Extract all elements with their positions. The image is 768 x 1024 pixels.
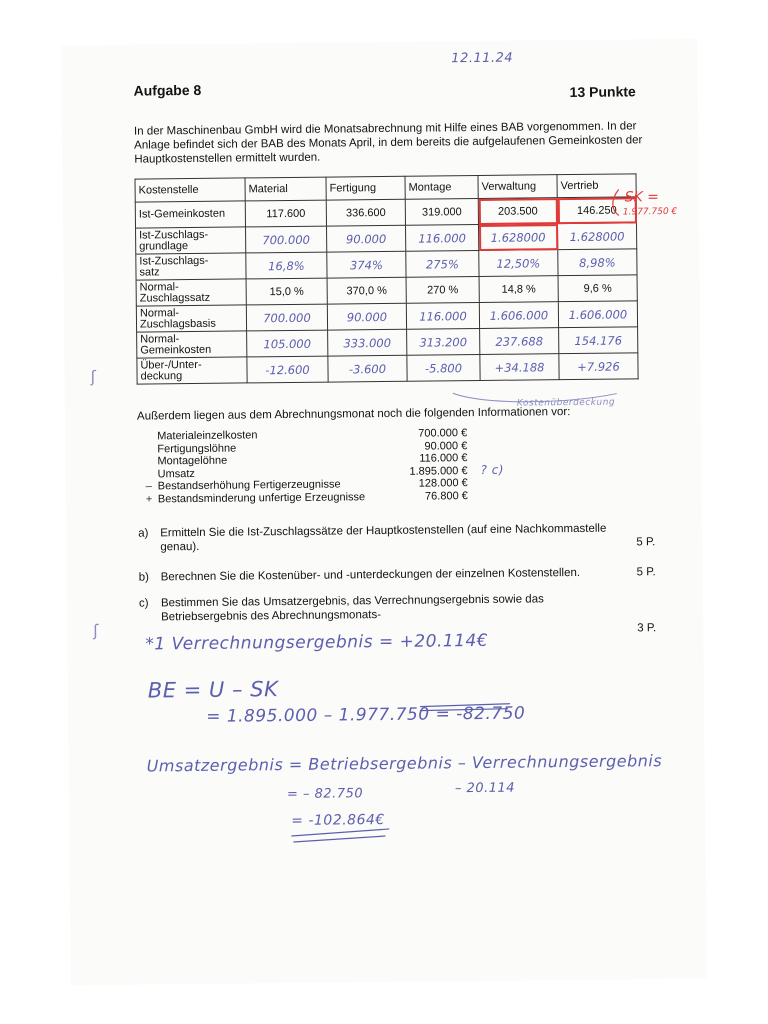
item-label: Materialeinzelkosten bbox=[157, 429, 258, 443]
question-letter: c) bbox=[138, 597, 149, 610]
question-letter: a) bbox=[138, 527, 149, 540]
question-text: Ermitteln Sie die Ist-Zuschlagssätze der Hauptkostenstellen (auf eine Nachkommastelle genau). bbox=[160, 522, 607, 554]
handwritten-cell: 90.000 bbox=[327, 225, 406, 252]
handwritten-line: = -102.864€ bbox=[291, 812, 385, 829]
question-letter: b) bbox=[138, 571, 149, 584]
handwritten-cell: 16,8% bbox=[246, 252, 327, 279]
question-points: 5 P. bbox=[636, 566, 656, 579]
task-points: 13 Punkte bbox=[569, 83, 636, 101]
row-label: Ist-Zuschlags- satz bbox=[136, 253, 246, 280]
row-label: Über-/Unter- deckung bbox=[137, 357, 247, 384]
curl-mark-icon: ʃ bbox=[90, 367, 97, 387]
handwritten-line: *1 Verrechnungsergebnis = +20.114€ bbox=[145, 630, 489, 655]
row-label: Normal- Zuschlagsbasis bbox=[136, 305, 246, 332]
brace-stroke bbox=[453, 392, 617, 403]
handwritten-cell: 237.688 bbox=[480, 328, 559, 355]
handwritten-cell: 154.176 bbox=[559, 327, 638, 354]
handwritten-cell: 1.628000 bbox=[478, 224, 557, 251]
handwritten-cell: 1.628000 bbox=[557, 223, 636, 250]
item-value: 1.895.000 € bbox=[409, 464, 468, 478]
handwritten-cell: 1.606.000 bbox=[558, 301, 637, 328]
handwritten-cell: 116.000 bbox=[406, 302, 479, 329]
handwritten-cell: -12.600 bbox=[247, 356, 328, 383]
row-label: Normal- Zuschlagssatz bbox=[136, 279, 246, 306]
table-cell: 203.500 bbox=[478, 198, 557, 225]
item-label: Bestandsminderung unfertige Erzeugnisse bbox=[157, 490, 366, 505]
sk-value: 1.977.750 € bbox=[622, 206, 678, 218]
question-text: Berechnen Sie die Kostenüber- und -unterdeckungen der einzelnen Kostenstellen. bbox=[160, 566, 581, 584]
handwritten-cell: 374% bbox=[327, 251, 406, 278]
item-value: 90.000 € bbox=[424, 439, 468, 453]
handwritten-cell: 116.000 bbox=[405, 224, 478, 251]
item-value: 128.000 € bbox=[418, 477, 468, 490]
curl-mark-icon: ʃ bbox=[93, 620, 99, 641]
table-cell: 319.000 bbox=[405, 198, 478, 225]
info-intro: Außerdem liegen aus dem Abrechnungsmonat noch die folgenden Informationen vor: bbox=[136, 406, 571, 423]
handwritten-cell: -5.800 bbox=[407, 354, 480, 381]
item-mark: – bbox=[145, 480, 152, 493]
header-cell: Material bbox=[245, 177, 326, 201]
table-cell: 370,0 % bbox=[327, 277, 406, 304]
row-label: Ist-Zuschlags- grundlage bbox=[136, 227, 246, 254]
handwritten-cell: +34.188 bbox=[480, 354, 559, 381]
handwritten-cell: 275% bbox=[406, 250, 479, 277]
table-cell: 270 % bbox=[406, 276, 479, 303]
handwritten-line: BE = U – SK bbox=[147, 677, 279, 703]
date-note: 12.11.24 bbox=[451, 50, 514, 67]
handwritten-cell: 105.000 bbox=[247, 330, 328, 357]
handwritten-cell: +7.926 bbox=[559, 353, 638, 380]
task-title: Aufgabe 8 bbox=[133, 81, 202, 99]
underline-stroke bbox=[420, 704, 510, 707]
handwritten-line: Umsatzergebnis = Betriebsergebnis – Verrechnungsergebnis bbox=[146, 751, 663, 776]
task-intro: In der Maschinenbau GmbH wird die Monatsabrechnung mit Hilfe eines BAB vorgenommen. In der Anlage befindet sich der BAB des Monats April, in dem bereits die aufgelaufenen Gemeinkosten der Hauptkostenstellen ermittelt wurden. bbox=[133, 120, 643, 166]
sk-label: SK = bbox=[624, 189, 660, 206]
handwritten-cell: 1.606.000 bbox=[479, 302, 558, 329]
item-label: Umsatz bbox=[157, 467, 195, 480]
pen-underlines bbox=[61, 39, 707, 986]
underline-stroke bbox=[291, 829, 389, 836]
handwritten-cell: 313.200 bbox=[407, 328, 480, 355]
item-label: Montagelöhne bbox=[157, 454, 228, 468]
row-label: Ist-Gemeinkosten bbox=[135, 201, 245, 228]
item-label: Fertigungslöhne bbox=[157, 442, 237, 455]
underline-stroke bbox=[293, 836, 385, 842]
table-cell: 15,0 % bbox=[246, 278, 327, 305]
table-cell: 146.250 bbox=[557, 197, 636, 224]
table-cell: 9,6 % bbox=[558, 275, 637, 302]
handwritten-cell: 8,98% bbox=[558, 249, 637, 276]
table-cell: 336.600 bbox=[326, 199, 405, 226]
row-label: Normal- Gemeinkosten bbox=[137, 331, 247, 358]
handwritten-line: – 20.114 bbox=[454, 780, 516, 797]
header-cell: Vertrieb bbox=[557, 174, 636, 198]
exam-sheet bbox=[61, 39, 707, 986]
handwritten-line: = – 82.750 bbox=[286, 786, 364, 803]
bracket-stroke bbox=[613, 190, 619, 216]
header-cell: Montage bbox=[405, 175, 478, 199]
overcoverage-note: Kostenüberdeckung bbox=[516, 397, 616, 409]
handwritten-cell: 12,50% bbox=[479, 250, 558, 277]
item-value: 700.000 € bbox=[418, 427, 468, 440]
table-cell: 14,8 % bbox=[479, 276, 558, 303]
question-mark-note: ? c) bbox=[480, 462, 505, 477]
item-value: 116.000 € bbox=[419, 452, 468, 465]
item-value: 76.800 € bbox=[424, 489, 468, 503]
handwritten-cell: 700.000 bbox=[246, 226, 327, 253]
handwritten-cell: 90.000 bbox=[327, 303, 406, 330]
handwritten-line: = 1.895.000 – 1.977.750 = -82.750 bbox=[206, 703, 526, 727]
item-label: Bestandserhöhung Fertigerzeugnisse bbox=[157, 478, 341, 493]
question-points: 3 P. bbox=[637, 622, 657, 635]
underline-stroke bbox=[420, 709, 508, 711]
question-text: Bestimmen Sie das Umsatzergebnis, das Verrechnungsergebnis sowie das Betriebsergebnis des Abrechnungsmonats- bbox=[160, 593, 544, 624]
header-cell: Verwaltung bbox=[478, 175, 557, 199]
table-cell: 117.600 bbox=[245, 200, 326, 227]
handwritten-cell: 700.000 bbox=[246, 304, 327, 331]
header-cell: Fertigung bbox=[326, 176, 405, 200]
question-points: 5 P. bbox=[636, 536, 656, 549]
handwritten-cell: -3.600 bbox=[328, 355, 407, 382]
item-mark: + bbox=[145, 492, 153, 505]
handwritten-cell: 333.000 bbox=[328, 329, 407, 356]
header-cell: Kostenstelle bbox=[135, 178, 245, 202]
